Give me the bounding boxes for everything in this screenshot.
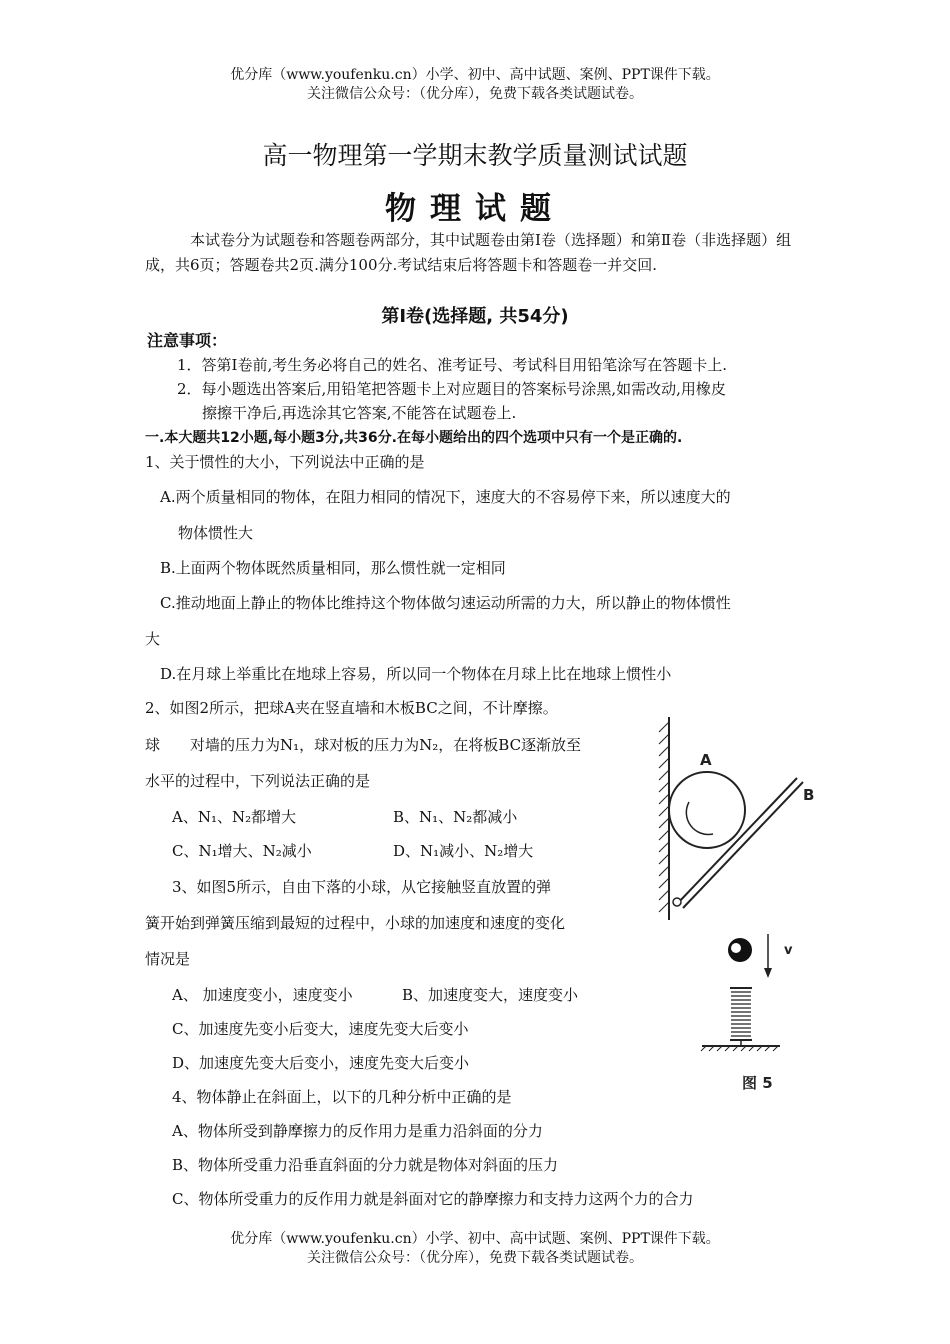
q2-stem-line3: 水平的过程中，下列说法正确的是 bbox=[145, 772, 371, 790]
intro-paragraph: 本试卷分为试题卷和答题卷两部分，其中试题卷由第Ⅰ卷（选择题）和第Ⅱ卷（非选择题）组成，共6页；答题卷共2页.满分100分.考试结束后将答题卡和答题卷一并交回. bbox=[145, 231, 792, 274]
q3-option-c: C、加速度先变小后变大，速度先变大后变小 bbox=[172, 1020, 469, 1038]
q3-option-d: D、加速度先变大后变小，速度先变大后变小 bbox=[172, 1054, 470, 1072]
figure-5-label-v: v bbox=[784, 943, 793, 958]
q3-stem-line2: 簧开始到弹簧压缩到最短的过程中，小球的加速度和速度的变化 bbox=[145, 914, 566, 932]
footer-line-2: 关注微信公众号：（优分库），免费下载各类试题试卷。 bbox=[307, 1250, 643, 1266]
q2-stem-line2: 球 对墙的压力为N₁，球对板的压力为N₂，在将板BC逐渐放至 bbox=[145, 736, 582, 754]
header-line-2: 关注微信公众号：（优分库），免费下载各类试题试卷。 bbox=[307, 86, 643, 102]
q1-option-c-line1: C.推动地面上静止的物体比维持这个物体做匀速运动所需的力大，所以静止的物体惯性 bbox=[160, 594, 731, 612]
exam-subtitle: 物理试题 bbox=[385, 191, 565, 227]
figure-2-ball-wall-board bbox=[655, 712, 830, 922]
q3-stem-line1: 3、如图5所示，自由下落的小球，从它接触竖直放置的弹 bbox=[172, 878, 552, 896]
figure-2-label-b: B bbox=[803, 786, 815, 804]
q1-stem: 1、关于惯性的大小，下列说法中正确的是 bbox=[145, 453, 425, 471]
q1-option-c-line2: 大 bbox=[145, 630, 161, 648]
part-one-heading: 一.本大题共12小题,每小题3分,共36分.在每小题给出的四个选项中只有一个是正确的. bbox=[145, 430, 683, 446]
notice-1: 1．答第Ⅰ卷前,考生务必将自己的姓名、准考证号、考试科目用铅笔涂写在答题卡上. bbox=[177, 356, 728, 374]
notice-2b: 擦擦干净后,再选涂其它答案,不能答在试题卷上. bbox=[202, 404, 517, 422]
q1-option-a-line2: 物体惯性大 bbox=[178, 524, 254, 542]
q3-option-b: B、加速度变大，速度变小 bbox=[402, 986, 579, 1004]
q2-option-b: B、N₁、N₂都减小 bbox=[393, 808, 518, 826]
q2-option-d: D、N₁减小、N₂增大 bbox=[393, 842, 534, 860]
figure-5-caption: 图 5 bbox=[742, 1074, 773, 1092]
figure-5-ball-spring bbox=[700, 928, 800, 1098]
figure-2-label-a: A bbox=[700, 751, 712, 769]
q1-option-d: D.在月球上举重比在地球上容易，所以同一个物体在月球上比在地球上惯性小 bbox=[160, 665, 672, 683]
section-title: 第Ⅰ卷(选择题, 共54分) bbox=[381, 306, 569, 327]
q1-option-b: B.上面两个物体既然质量相同，那么惯性就一定相同 bbox=[160, 559, 506, 577]
q4-option-c: C、物体所受重力的反作用力就是斜面对它的静摩擦力和支持力这两个力的合力 bbox=[172, 1190, 694, 1208]
footer-line-1: 优分库（www.youfenku.cn）小学、初中、高中试题、案例、PPT课件下载。 bbox=[230, 1231, 720, 1247]
q4-option-b: B、物体所受重力沿垂直斜面的分力就是物体对斜面的压力 bbox=[172, 1156, 559, 1174]
q2-option-c: C、N₁增大、N₂减小 bbox=[172, 842, 312, 860]
q4-stem: 4、物体静止在斜面上，以下的几种分析中正确的是 bbox=[172, 1088, 512, 1106]
q1-option-a-line1: A.两个质量相同的物体，在阻力相同的情况下，速度大的不容易停下来，所以速度大的 bbox=[160, 488, 731, 506]
q3-option-a: A、 加速度变小，速度变小 bbox=[172, 986, 353, 1004]
exam-title: 高一物理第一学期末教学质量测试试题 bbox=[262, 141, 688, 170]
q2-stem-line1: 2、如图2所示，把球A夹在竖直墙和木板BC之间，不计摩擦。 bbox=[145, 699, 558, 717]
header-line-1: 优分库（www.youfenku.cn）小学、初中、高中试题、案例、PPT课件下载。 bbox=[230, 67, 720, 83]
notice-title: 注意事项： bbox=[147, 331, 228, 350]
q3-stem-line3: 情况是 bbox=[145, 950, 191, 968]
notice-2a: 2．每小题选出答案后,用铅笔把答题卡上对应题目的答案标号涂黑,如需改动,用橡皮 bbox=[177, 380, 726, 398]
q2-option-a: A、N₁、N₂都增大 bbox=[172, 808, 297, 826]
q4-option-a: A、物体所受到静摩擦力的反作用力是重力沿斜面的分力 bbox=[172, 1122, 543, 1140]
